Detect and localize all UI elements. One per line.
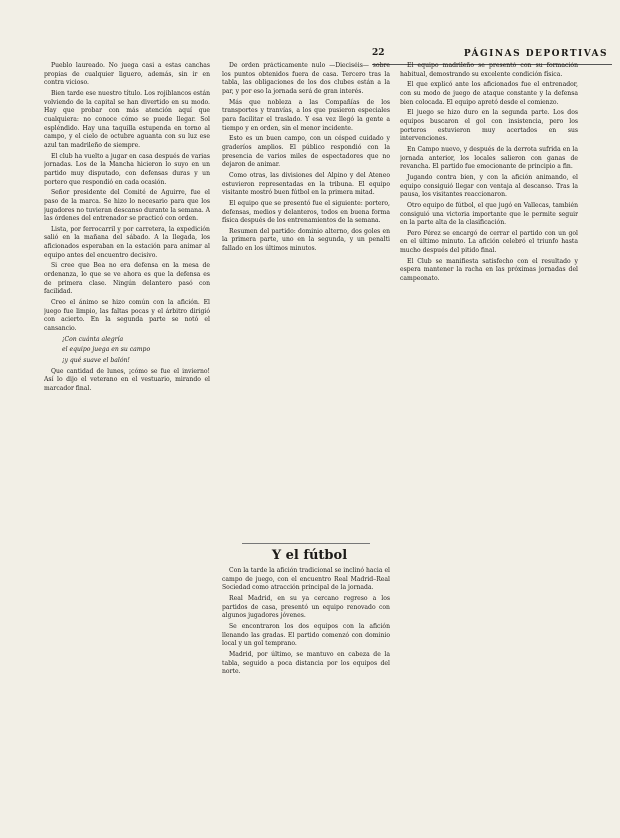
paragraph: Esto es un buen campo, con un césped cuidado y graderíos amplios. El público respondió con la presencia de varios miles de espectadores que no dejaron de animar. xyxy=(222,135,390,169)
column-1 xyxy=(44,62,210,832)
paragraph: Si cree que Bea no era defensa en la mesa de ordenanza, lo que se ve ahora es que la defensa es de primera clase. Ningún delantero pasó con facilidad. xyxy=(44,262,210,296)
article-subhead: Y el fútbol xyxy=(271,548,348,563)
paragraph: En Campo nuevo, y después de la derrota sufrida en la jornada anterior, los locales salieron con ganas de revancha. El partido fue emocionante de principio a fin. xyxy=(400,145,578,171)
paragraph: El juego se hizo duro en la segunda parte. Los dos equipos buscaron el gol con insistencia, pero los porteros estuvieron muy acertados en sus intervenciones. xyxy=(400,109,578,143)
verse-line: el equipo juega en su campo xyxy=(62,346,151,354)
paragraph: Madrid, por último, se mantuvo en cabeza de la tabla, seguido a poca distancia por los equipos del norte. xyxy=(222,650,390,676)
paragraph: Se encontraron los dos equipos con la afición llenando las gradas. El partido comenzó con dominio local y un gol temprano. xyxy=(222,622,390,648)
paragraph: De orden prácticamente nulo —Dieciséis— sobre los puntos obtenidos fuera de casa. Tercero tras la tabla, las obligaciones de los dos clubes están a la par, y por eso la jornada será de gran interés. xyxy=(222,62,390,95)
paragraph: Más que nobleza a las Compañías de los transportes y tranvías, a los que pusieron especiales para facilitar el traslado. Y esa vez llegó la gente a tiempo y en orden, sin el menor incidente. xyxy=(222,98,390,132)
verse-line: ¡Con cuánta alegría xyxy=(62,335,124,343)
column-3 xyxy=(400,62,578,832)
paragraph: Pero Pérez se encargó de cerrar el partido con un gol en el último minuto. La afición celebró el triunfo hasta mucho después del pitido final. xyxy=(400,229,578,255)
paragraph: Lista, por ferrocarril y por carretera, la expedición salió en la mañana del sábado. A la llegada, los aficionados esperaban en la estación para animar al equipo antes del encuentro decisivo. xyxy=(44,225,210,259)
paragraph: El equipo madrileño se presentó con su formación habitual, demostrando su excelente condición física. xyxy=(400,62,578,78)
paragraph: Resumen del partido: dominio alterno, dos goles en la primera parte, uno en la segunda, y un penalti fallado en los últimos minutos. xyxy=(222,227,390,253)
column-2-top xyxy=(222,62,390,540)
paragraph: El Club se manifiesta satisfecho con el resultado y espera mantener la racha en las próximas jornadas del campeonato. xyxy=(400,257,578,283)
paragraph: Real Madrid, en su ya cercano regreso a los partidos de casa, presentó un equipo renovado con algunos jugadores jóvenes. xyxy=(222,594,390,620)
paragraph: Bien tarde ese nuestro título. Los rojiblancos están volviendo de la capital se han divertido en su modo. Hay que probar con más atención aquí que cualquiera: no conoce cómo se puede llegar. Sol espléndido. Hay una taquilla estupenda en torno al campo, y el cielo de octubre aguanta con su luz ese azul tan madrileño de siempre. xyxy=(44,89,210,149)
verse-line: ¡y qué suave el balón! xyxy=(62,357,130,364)
paragraph: Como otras, las divisiones del Alpino y del Ateneo estuvieron representadas en la tribuna. El equipo visitante mostró buen fútbol en la primera mitad. xyxy=(222,171,390,197)
paragraph: Jugando contra bien, y con la afición animando, el equipo consiguió llegar con ventaja al descanso. Tras la pausa, los visitantes reaccionaron. xyxy=(400,173,578,199)
paragraph: Con la tarde la afición tradicional se inclinó hacia el campo de juego, con el encuentro Real Madrid–Real Sociedad como atracción principal de la jornada. xyxy=(222,567,390,592)
page-number: 22 xyxy=(372,48,385,58)
section-title: PÁGINAS DEPORTIVAS xyxy=(463,49,608,59)
paragraph: Creo el ánimo se hizo común con la afición. El juego fue limpio, las faltas pocas y el árbitro dirigió con acierto. En la segunda parte se notó el cansancio. xyxy=(44,299,210,333)
divider xyxy=(242,543,370,544)
paragraph: Que cantidad de lunes, ¡cómo se fue el invierno! Así lo dijo el veterano en el vestuario, mirando el marcador final. xyxy=(44,367,210,392)
column-2 xyxy=(222,62,390,832)
paragraph: El club ha vuelto a jugar en casa después de varias jornadas. Los de la Mancha hicieron lo suyo en un partido muy disputado, con defensas duras y un portero que respondió en cada ocasión. xyxy=(44,152,210,186)
paragraph: Otro equipo de fútbol, el que jugó en Vallecas, también consiguió una victoria importante que le permite seguir en la parte alta de la clasificación. xyxy=(400,201,578,227)
paragraph: Señor presidente del Comité de Aguirre, fue el paso de la marca. Se hizo lo necesario para que los jugadores no tuvieran descanso durante la semana. A las órdenes del entrenador se practicó con orden. xyxy=(44,189,210,223)
paragraph: El equipo que se presentó fue el siguiente: portero, defensas, medios y delanteros, todos en buena forma física después de los entrenamientos de la semana. xyxy=(222,199,390,225)
paragraph: El que explicó ante los aficionados fue el entrenador, con su modo de juego de ataque constante y la defensa bien colocada. El equipo apretó desde el comienzo. xyxy=(400,81,578,106)
paragraph: Pueblo laureado. No juega casi a estas canchas propias de cualquier liguero, además, sin ir en contra vicioso. xyxy=(44,62,210,87)
